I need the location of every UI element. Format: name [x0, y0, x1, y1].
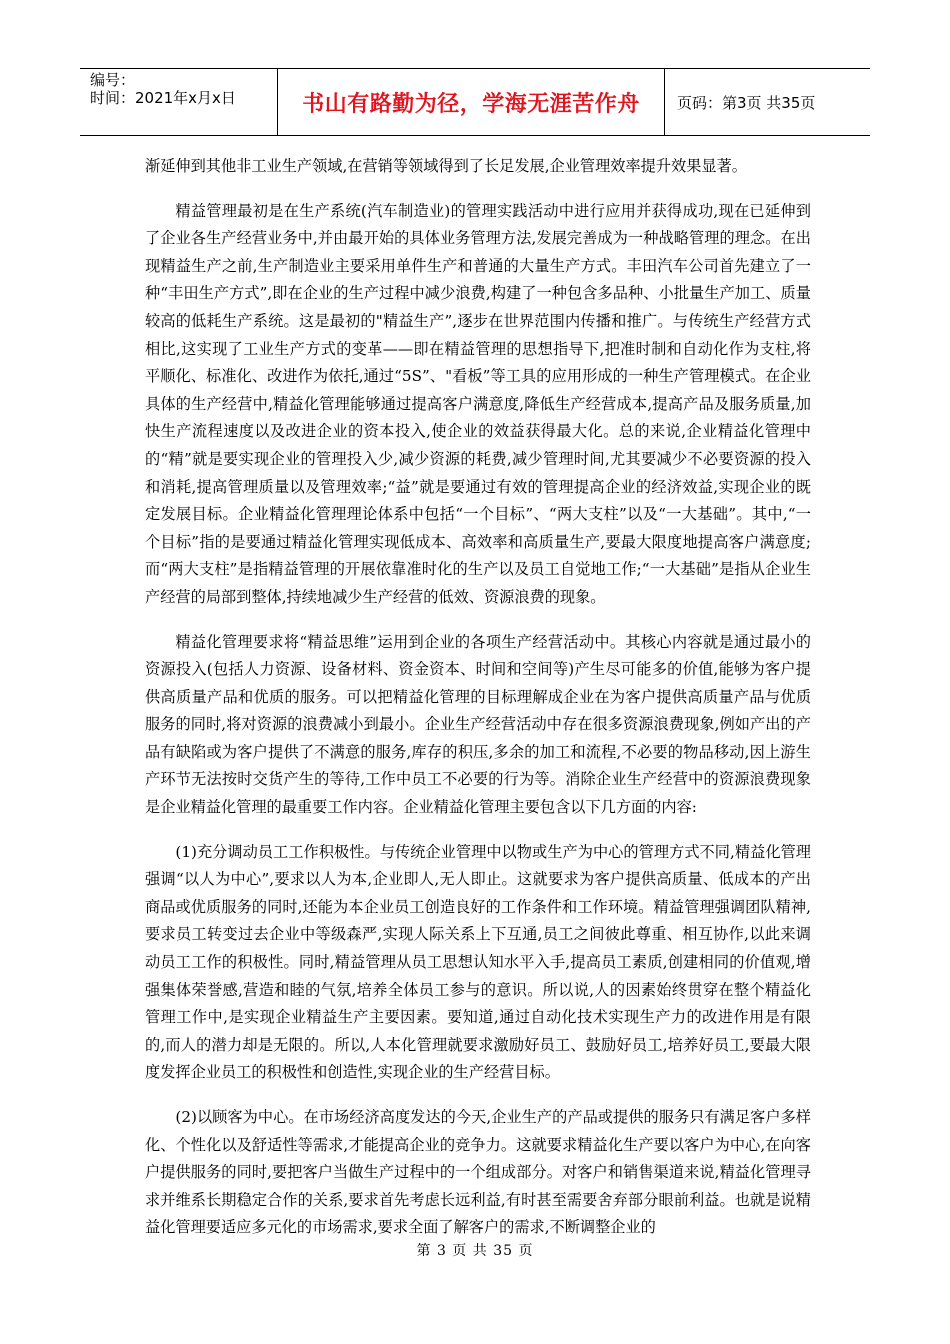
header-page-info: 页码：第3页 共35页 [677, 93, 816, 112]
document-date: 时间：2021年x月x日 [90, 89, 236, 107]
document-body [145, 153, 811, 1259]
paragraph: 精益管理最初是在生产系统(汽车制造业)的管理实践活动中进行应用并获得成功,现在已延伸到了企业各生产经营业务中,并由最开始的具体业务管理方法,发展完善成为一种战略管理的理念。在出现精益生产之前,生产制造业主要采用单件生产和普通的大量生产方式。丰田汽车公司首先建立了一种“丰田生产方式”,即在企业的生产过程中减少浪费,构建了一种包含多品种、小批量生产加工、质量较高的低耗生产系统。这是最初的"精益生产”,逐步在世界范围内传播和推广。与传统生产经营方式相比,这实现了工业生产方式的变革——即在精益管理的思想指导下,把准时制和自动化作为支柱,将平顺化、标准化、改进作为依托,通过“5S”、"看板”等工具的应用形成的一种生产管理模式。在企业具体的生产经营中,精益化管理能够通过提高客户满意度,降低生产经营成本,提高产品及服务质量,加快生产流程速度以及改进企业的资本投入,使企业的效益获得最大化。总的来说,企业精益化管理中的“精”就是要实现企业的管理投入少,减少资源的耗费,减少管理时间,尤其要减少不必要资源的投入和消耗,提高管理质量以及管理效率;“益”就是要通过有效的管理提高企业的经济效益,实现企业的既定发展目标。企业精益化管理理论体系中包括“一个目标”、“两大支柱”以及“一大基础”。其中,“一个目标”指的是要通过精益化管理实现低成本、高效率和高质量生产,要最大限度地提高客户满意度;而“两大支柱”是指精益管理的开展依靠准时化的生产以及员工自觉地工作;“一大基础”是指从企业生产经营的局部到整体,持续地减少生产经营的低效、资源浪费的现象。 [145, 201, 811, 606]
paragraph: (2)以顾客为中心。在市场经济高度发达的今天,企业生产的产品或提供的服务只有满足客户多样化、个性化以及舒适性等需求,才能提高企业的竞争力。这就要求精益化生产要以客户为中心,在向客户提供服务的同时,要把客户当做生产过程中的一个组成部分。对客户和销售渠道来说,精益化管理寻求并维系长期稳定合作的关系,要求首先考虑长远利益,有时甚至需要舍弃部分眼前利益。也就是说精益化管理要适应多元化的市场需求,要求全面了解客户的需求,不断调整企业的 [145, 1108, 811, 1237]
header-page-cell [665, 69, 870, 135]
document-number-label: 编号： [90, 71, 136, 89]
page-footer: 第 3 页 共 35 页 [416, 1243, 534, 1259]
header-meta-cell [80, 69, 278, 135]
paragraph: (1)充分调动员工工作积极性。与传统企业管理中以物或生产为中心的管理方式不同,精益化管理强调“以人为中心”,要求以人为本,企业即人,无人即止。这就要求为客户提供高质量、低成本的产出商品或优质服务的同时,还能为本企业员工创造良好的工作条件和工作环境。精益管理强调团队精神,要求员工转变过去企业中等级森严,实现人际关系上下互通,员工之间彼此尊重、相互协作,以此来调动员工工作的积极性。同时,精益管理从员工思想认知水平入手,提高员工素质,创建相同的价值观,增强集体荣誉感,营造和睦的气氛,培养全体员工参与的意识。所以说,人的因素始终贯穿在整个精益化管理工作中,是实现企业精益生产主要因素。要知道,通过自动化技术实现生产力的改进作用是有限的,而人的潜力却是无限的。所以,人本化管理就要求激励好员工、鼓励好员工,培养好员工,要最大限度发挥企业员工的积极性和创造性,实现企业的生产经营目标。 [145, 842, 811, 1082]
header-motto-cell [278, 69, 665, 135]
page-header [80, 68, 870, 136]
header-motto: 书山有路勤为径，学海无涯苦作舟 [302, 91, 640, 117]
paragraph-continuation: 渐延伸到其他非工业生产领域,在营销等领域得到了长足发展,企业管理效率提升效果显著。 [145, 157, 747, 175]
paragraph: 精益化管理要求将“精益思维”运用到企业的各项生产经营活动中。其核心内容就是通过最小的资源投入(包括人力资源、设备材料、资金资本、时间和空间等)产生尽可能多的价值,能够为客户提供高质量产品和优质的服务。可以把精益化管理的目标理解成企业在为客户提供高质量产品与优质服务的同时,将对资源的浪费减小到最小。企业生产经营活动中存在很多资源浪费现象,例如产出的产品有缺陷或为客户提供了不满意的服务,库存的积压,多余的加工和流程,不必要的物品移动,因上游生产环节无法按时交货产生的等待,工作中员工不必要的行为等。消除企业生产经营中的资源浪费现象是企业精益化管理的最重要工作内容。企业精益化管理主要包含以下几方面的内容: [145, 632, 811, 817]
